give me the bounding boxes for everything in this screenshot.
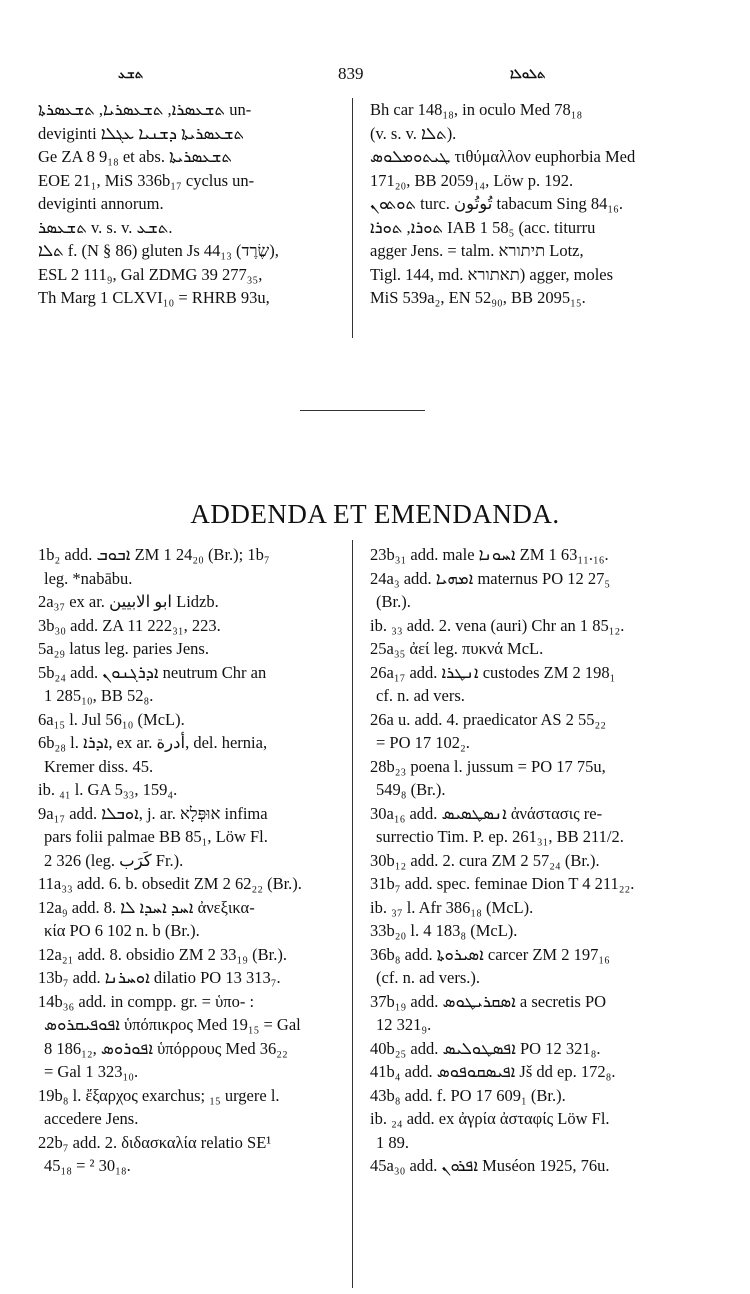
addenda-line: 5a₂₉ latus leg. paries Jens. <box>38 639 209 658</box>
addenda-line: 12a₂₁ add. 8. obsidio ZM 2 33₁₉ (Br.). <box>38 944 287 964</box>
addenda-line: 26a u. add. 4. praedicator AS 2 55₂₂ <box>370 709 607 729</box>
addenda-line: 26a₁₇ add. ܐܢܛܪܐ custodes ZM 2 198₁ <box>370 662 616 682</box>
addenda-line: 24a₃ add. ܐܡܗܝܐ maternus PO 12 27₅ <box>370 568 611 588</box>
text-line: ܬܘܪܐ, ܬܘܪܐ IAB 1 58₅ (acc. titurru <box>370 217 596 237</box>
text-line: MiS 539a₂, EN 52₉₀, BB 2095₁₅. <box>370 288 586 307</box>
addenda-line: 22b₇ add. 2. διδασκαλία relatio SE¹ <box>38 1132 272 1152</box>
addenda-line: 23b₃₁ add. male ܐܚܘܢܐ ZM 1 63₁₁.₁₆. <box>370 545 609 564</box>
text-line: ESL 2 111₉, Gal ZDMG 39 277₃₅, <box>38 264 263 284</box>
addenda-left-column <box>38 543 340 1178</box>
page-number: 839 <box>338 64 364 83</box>
addenda-line: Kremer diss. 45. <box>44 756 154 776</box>
addenda-line: ib. ₃₃ add. 2. vena (auri) Chr an 1 85₁₂. <box>370 615 625 635</box>
addenda-line: 41b₄ add. ܐܦܝܣܩܘܦܘܣ Jš dd ep. 172₈. <box>370 1062 616 1081</box>
text-line: ܬܫܥܣܪ v. s. v. ܬܫܥ. <box>38 217 173 237</box>
text-line: ܬܫܥܣܪܐ, ܬܫܥܣܪܝܐ, ܬܫܥܣܪܬܐ un- <box>38 100 252 119</box>
addenda-line: accedere Jens. <box>44 1109 139 1128</box>
addenda-line: 8 186₁₂, ܐܦܘܪܘܣ ὑπόρρους Med 36₂₂ <box>44 1038 288 1058</box>
addenda-line: 3b₃₀ add. ZA 11 222₃₁, 223. <box>38 615 221 635</box>
top-left-column <box>38 98 340 310</box>
addenda-line: 19b₈ l. ἔξαρχος exarchus; ₁₅ urgere l. <box>38 1085 280 1105</box>
section-separator <box>300 410 425 411</box>
addenda-line: 9a₁₇ add. ܐܘܒܠܐ, j. ar. אוּפְּלָא infima <box>38 803 268 823</box>
addenda-line: 12a₉ add. 8. ܐܚܕ ܐܚܕܐ ܠܐ ἀνεξικα- <box>38 897 255 917</box>
addenda-line: 6b₂₈ l. ܐܕܪܐ, ex ar. أدرة, del. hernia, <box>38 733 268 752</box>
text-line: Ge ZA 8 9₁₈ et abs. ܬܫܥܣܪܝܬܐ <box>38 147 233 166</box>
text-line: Tigl. 144, md. תאתורא) agger, moles <box>370 264 614 284</box>
addenda-line: κία PO 6 102 n. b (Br.). <box>44 921 200 940</box>
text-line: ܛܝܬܘܡܠܘܣ τιθύμαλλον euphorbia Med <box>370 147 636 166</box>
header-left-word: ܬܫܥ <box>118 66 144 81</box>
addenda-line: 12 321₉. <box>376 1015 432 1034</box>
addenda-line: 2 326 (leg. كَرَب Fr.). <box>44 850 184 870</box>
addenda-line: 30a₁₆ add. ܐܢܣܛܣܝܣ ἀνάστασις re- <box>370 803 603 823</box>
addenda-line: (cf. n. ad vers.). <box>376 968 480 987</box>
addenda-line: 13b₇ add. ܐܘܚܪܢܐ dilatio PO 13 313₇. <box>38 968 281 987</box>
text-line: EOE 21₁, MiS 336b₁₇ cyclus un- <box>38 170 255 190</box>
addenda-line: 2a₃₇ ex ar. ابو الابيين Lidzb. <box>38 592 219 611</box>
addenda-line: 1 285₁₀, BB 52₈. <box>44 686 154 705</box>
addenda-line: 31b₇ add. spec. feminae Dion T 4 211₂₂. <box>370 874 635 893</box>
addenda-line: pars folii palmae BB 85₁, Löw Fl. <box>44 827 268 846</box>
addenda-line: 45₁₈ = ² 30₁₈. <box>44 1156 131 1175</box>
addenda-line: = Gal 1 323₁₀. <box>44 1062 139 1081</box>
text-line: ܬܘܬܘܢ turc. تُوتُون tabacum Sing 84₁₆. <box>370 194 624 213</box>
column-divider-bottom <box>352 540 353 1288</box>
addenda-line: 6a₁₅ l. Jul 56₁₀ (McL). <box>38 709 185 729</box>
addenda-line: 5b₂₄ add. ܐܕܪܓܢܘܢ neutrum Chr an <box>38 662 267 682</box>
section-title: ADDENDA ET EMENDANDA. <box>190 499 560 529</box>
addenda-right-column <box>370 543 715 1178</box>
addenda-line: 40b₂₅ add. ܐܦܣܛܘܠܝܣ PO 12 321₈. <box>370 1038 601 1058</box>
addenda-line: 28b₂₃ poena l. jussum = PO 17 75u, <box>370 756 606 776</box>
addenda-line: = PO 17 102₂. <box>376 733 470 752</box>
addenda-line: 36b₈ add. ܐܣܝܪܘܬܐ carcer ZM 2 197₁₆ <box>370 944 610 964</box>
addenda-line: 30b₁₂ add. 2. cura ZM 2 57₂₄ (Br.). <box>370 850 600 870</box>
addenda-line: 45a₃₀ add. ܐܦܪܘܢ Muséon 1925, 76u. <box>370 1156 610 1175</box>
header-right-word: ܬܠܘܠܐ <box>510 66 546 81</box>
addenda-line: 11a₃₃ add. 6. b. obsedit ZM 2 62₂₂ (Br.). <box>38 874 302 893</box>
text-line: Bh car 148₁₈, in oculo Med 78₁₈ <box>370 100 583 119</box>
addenda-line: 1b₂ add. ܐܒܘܒ ZM 1 24₂₀ (Br.); 1b₇ <box>38 545 270 564</box>
text-line: deviginti annorum. <box>38 194 164 213</box>
text-line: deviginti ܬܫܥܣܪܝܬܐ ܕܫܢܝܐ ܥܓܠܐ <box>38 123 245 143</box>
addenda-line: ܐܦܘܦܝܩܪܘܣ ὑπόπικρος Med 19₁₅ = Gal <box>44 1015 301 1034</box>
addenda-line: 43b₈ add. f. PO 17 609₁ (Br.). <box>370 1085 566 1105</box>
addenda-line: 549₈ (Br.). <box>376 780 446 799</box>
addenda-line: 33b₂₀ l. 4 183₈ (McL). <box>370 921 518 940</box>
addenda-line: 1 89. <box>376 1132 409 1152</box>
addenda-line: 14b₃₆ add. in compp. gr. = ὑπο- : <box>38 991 255 1011</box>
addenda-line: 25a₃₅ ἀεί leg. πυκνά McL. <box>370 639 544 658</box>
addenda-line: surrectio Tim. P. ep. 261₃₁, BB 211/2. <box>376 827 624 846</box>
top-right-column <box>370 98 710 310</box>
running-header <box>0 62 750 86</box>
addenda-line: (Br.). <box>376 592 411 611</box>
text-line: 171₂₀, BB 2059₁₄, Löw p. 192. <box>370 170 574 190</box>
text-line: agger Jens. = talm. תיתורא Lotz, <box>370 241 584 260</box>
addenda-line: ib. ₃₇ l. Afr 386₁₈ (McL). <box>370 897 534 917</box>
addenda-line: ib. ₄₁ l. GA 5₃₃, 159₄. <box>38 780 178 799</box>
text-line: Th Marg 1 CLXVI₁₀ = RHRB 93u, <box>38 288 270 307</box>
addenda-line: ib. ₂₄ add. ex ἀγρία ἀσταφίς Löw Fl. <box>370 1109 610 1128</box>
addenda-line: 37b₁₉ add. ܐܣܩܪܝܛܘܣ a secretis PO <box>370 991 607 1011</box>
addenda-line: leg. *nabābu. <box>44 568 133 588</box>
text-line: ܬܠܐ f. (N § 86) gluten Js 44₁₃ (שֶׂרֶד), <box>38 241 279 260</box>
addenda-line: cf. n. ad vers. <box>376 686 465 705</box>
text-line: (v. s. v. ܬܠܐ). <box>370 123 457 143</box>
column-divider-top <box>352 98 353 338</box>
